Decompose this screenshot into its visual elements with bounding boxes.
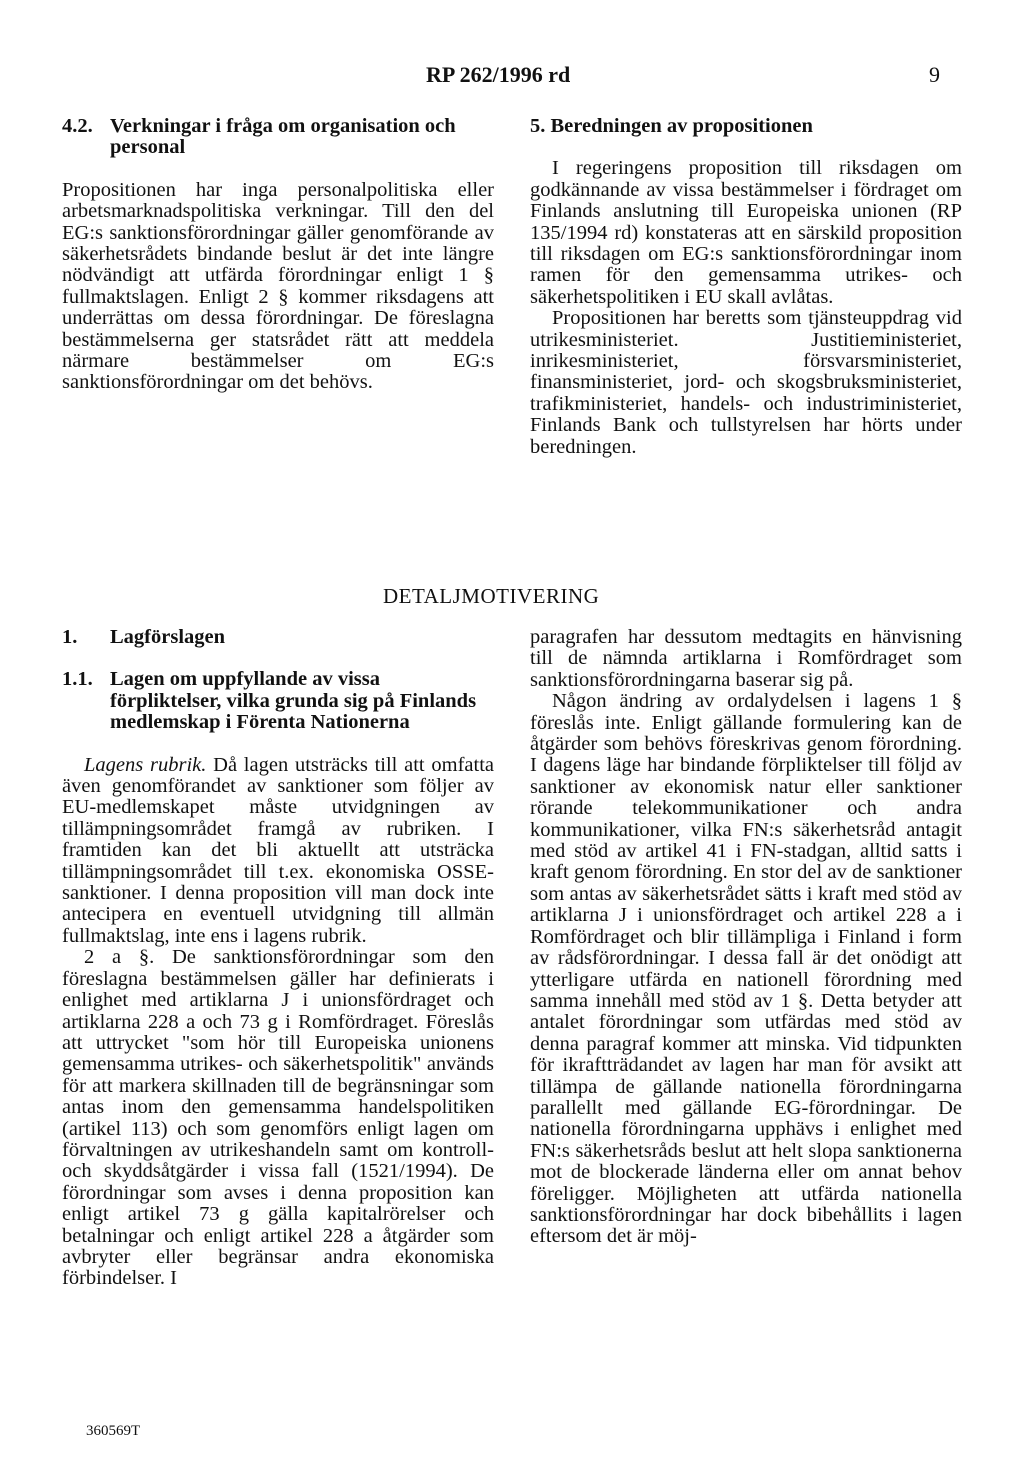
section-number: 1. bbox=[62, 626, 78, 648]
paragraph: 2 a §. De sanktionsförordningar som den föreslagna bestämmelsen gäller har definierats i enlighet med artiklarna J i unionsfördraget och artiklarna 228 a och 73 g i Romfördraget. Föreslås att uttrycket "som hör till Europeiska unionens gemensamma utrikes- och säkerhetspolitik" används för att markera skillnaden till de begränsningar som antas inom den gemensamma handelspolitiken (artikel 113) och som genomförs enligt lagen om förvaltningen av utrikeshandeln samt om kontroll- och skyddsåtgärder i vissa fall (1521/1994). De förordningar som avses i denna proposition kan enligt artikel 73 g gälla kapitalrörelser och betalningar och enligt artikel 228 a åtgärder som avbryter eller begränsar andra ekonomiska förbindelser. I bbox=[62, 946, 494, 1290]
paragraph: I regeringens proposition till riksdagen om godkännande av vissa bestämmelser i fördraget om Finlands anslutning till Europeiska unionen (RP 135/1994 rd) konstateras att en särskild proposition till riksdagen om EG:s sanktionsförordningar inom ramen för den gemensamma utrikes- och säkerhetspolitiken i EU skall avlåtas. bbox=[530, 157, 962, 308]
paragraph: Någon ändring av ordalydelsen i lagens 1 § föreslås inte. Enligt gällande formulering kan de åtgärder som behövs föreskrivas genom förordning. I dagens läge har bindande förpliktelser till följd av sanktioner av ekonomisk natur eller sanktioner rörande telekommunikationer och andra kommunikationer, vilka FN:s säkerhetsråd antagit med stöd av artikel 41 i FN-stadgan, alltid satts i kraft genom förordning. En stor del av de sanktioner som antas av säkerhetsrådet sätts i kraft med stöd av artiklarna J i unionsfördraget och artikel 228 a i Romfördraget och blir tillämpliga i Finland i form av rådsförordningar. I dessa fall är det onödigt att ytterligare utfärda en nationell förordning med samma innehåll med stöd av 1 §. Detta betyder att antalet förordningar som utfärdas med stöd av denna paragraf kommer att minska. Vid tidpunkten för ikraftträdandet av lagen har man för avsikt att tillämpa de gällande nationella förordningarna parallellt med gällande EG-förordningar. De nationella förordningarna upphävs i enlighet med FN:s säkerhetsråds beslut att helt slopa sanktionerna mot de blockerade länderna eller om annat behov föreligger. Möjligheten att utfärda nationella sanktionsförordningar har dock bibehållits i lagen eftersom det är möj- bbox=[530, 690, 962, 1248]
section-heading bbox=[62, 116, 494, 159]
section-number: 4.2. bbox=[62, 115, 93, 137]
paragraph: Propositionen har inga personalpolitiska eller arbetsmarknadspolitiska verkningar. Till den del EG:s sanktionsförordningar gäller genomförande av säkerhetsrådets bindande beslut är det inte längre nödvändigt att utfärda förordningar enligt 1 § fullmaktslagen. Enligt 2 § kommer riksdagens att underrättas om dessa förordningar. De föreslagna bestämmelserna ger statsrådet rätt att meddela närmare bestämmelser om EG:s sanktionsförordningar om det behövs. bbox=[62, 178, 494, 394]
section-5 bbox=[530, 116, 962, 458]
running-header-title: RP 262/1996 rd bbox=[426, 62, 571, 87]
subsection-heading bbox=[62, 669, 494, 733]
subsection-number: 1.1. bbox=[62, 668, 93, 691]
subsection-title: Lagen om uppfyllande av vissa förpliktelser, vilka grunda sig på Finlands medlemskap i Förenta Nationerna bbox=[110, 668, 477, 734]
page-number: 9 bbox=[929, 62, 940, 87]
section-heading bbox=[62, 627, 494, 648]
section-title: Lagförslagen bbox=[110, 626, 226, 648]
detaljmotivering-heading: DETALJMOTIVERING bbox=[383, 584, 600, 608]
paragraph-lead: Lagens rubrik. bbox=[84, 753, 207, 776]
section-continuation bbox=[530, 627, 962, 1248]
section-1-lagforslagen bbox=[62, 627, 494, 1290]
section-title: 5. Beredningen av propositionen bbox=[530, 115, 813, 137]
paragraph-text: Då lagen utsträcks till att omfatta även genomförandet av sanktioner som följer av EU-medlemskapet måste utvidgningen av tillämpningsområdet framgå av rubriken. I framtiden kan det bli aktuellt att utsträcka tillämpningsområdet till t.ex. ekonomiska OSSE-sanktioner. I denna proposition vill man dock inte antecipera en eventuell utvidgning till allmän fullmaktslag, inte ens i lagens rubrik. bbox=[62, 753, 494, 947]
paragraph bbox=[62, 755, 494, 948]
section-4-2 bbox=[62, 116, 494, 394]
paragraph: Propositionen har beretts som tjänsteuppdrag vid utrikesministeriet. Justitieministeriet, inrikesministeriet, försvarsministeriet, finansministeriet, jord- och skogsbruksministeriet, trafikministeriet, handels- och industriministeriet, Finlands Bank och tullstyrelsen har hörts under beredningen. bbox=[530, 307, 962, 458]
section-title: Verkningar i fråga om organisation och personal bbox=[110, 115, 456, 159]
paragraph: paragrafen har dessutom medtagits en hänvisning till de nämnda artiklarna i Romfördraget som sanktionsförordningarna baserar sig på. bbox=[530, 626, 962, 691]
document-code: 360569T bbox=[86, 1423, 141, 1439]
